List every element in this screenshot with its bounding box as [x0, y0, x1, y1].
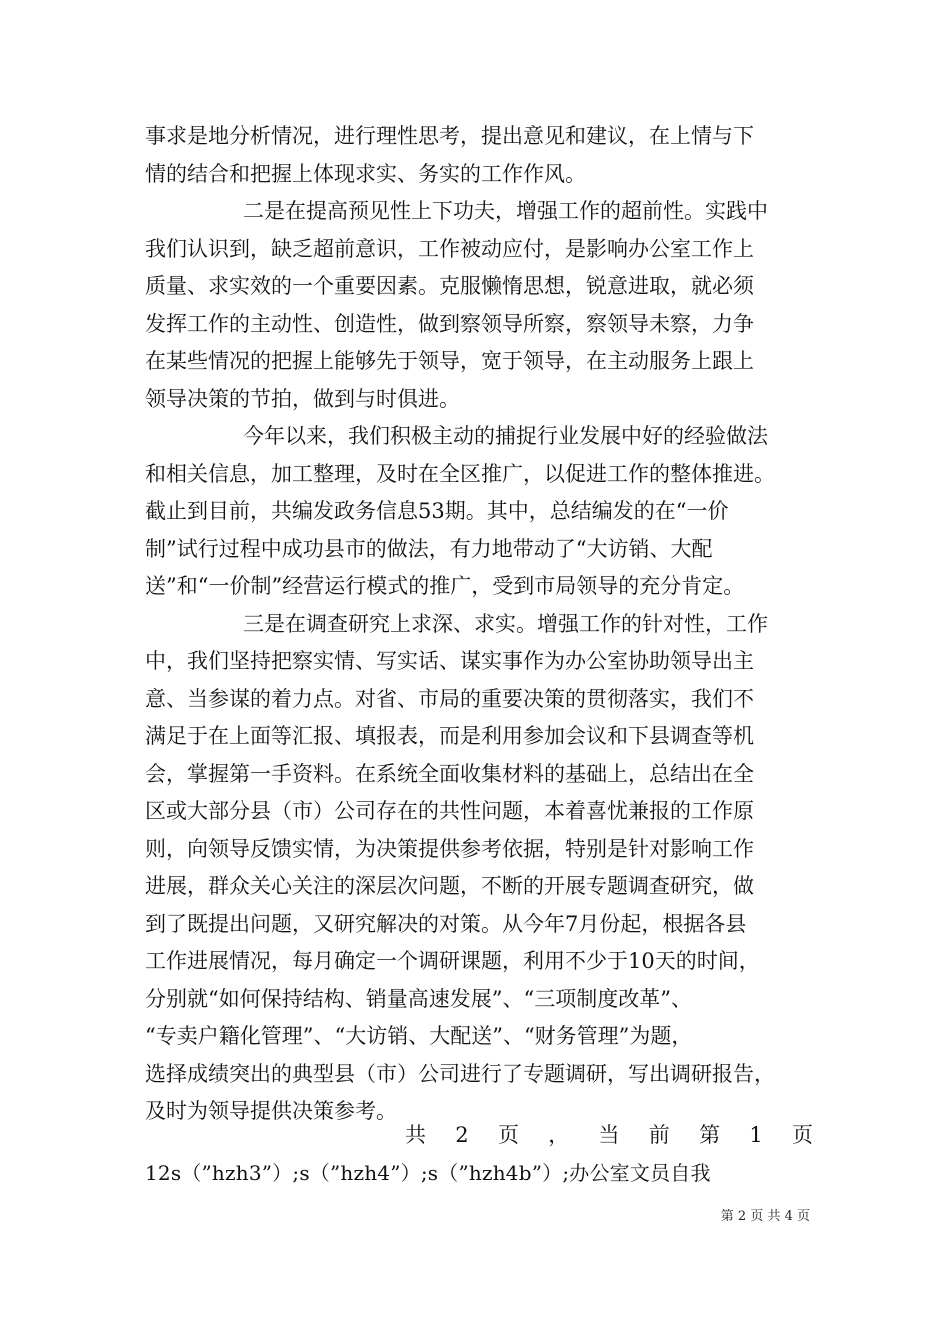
pagination-token: 1 — [749, 1123, 763, 1147]
text-line: 今年以来，我们积极主动的捕捉行业发展中好的经验做法 — [243, 424, 768, 448]
text-line: 工作进展情况，每月确定一个调研课题，利用不少于10天的时间， — [145, 949, 760, 973]
text-line: 送”和“一价制”经营运行模式的推广，受到市局领导的充分肯定。 — [145, 574, 745, 598]
pagination-token: 共 — [405, 1123, 426, 1147]
pagination-token: 2 — [455, 1123, 469, 1147]
text-line: 中，我们坚持把察实情、写实话、谋实事作为办公室协助领导出主 — [145, 649, 754, 673]
text-line: 制”试行过程中成功县市的做法，有力地带动了“大访销、大配 — [145, 536, 713, 561]
text-line: 意、当参谋的着力点。对省、市局的重要决策的贯彻落实，我们不 — [145, 686, 754, 711]
pagination-token: 页 — [792, 1123, 813, 1147]
text-line: 和相关信息，加工整理，及时在全区推广，以促进工作的整体推进。 — [145, 461, 775, 486]
text-line: 进展，群众关心关注的深层次问题，不断的开展专题调查研究，做 — [145, 874, 754, 898]
text-line: 则，向领导反馈实情，为决策提供参考依据，特别是针对影响工作 — [145, 836, 754, 861]
text-line: 质量、求实效的一个重要因素。克服懒惰思想，锐意进取，就必须 — [145, 274, 754, 298]
text-line: “专卖户籍化管理”、“大访销、大配送”、“财务管理”为题， — [145, 1024, 693, 1048]
pagination-token: 页 — [497, 1123, 519, 1147]
paragraph-4 — [145, 606, 813, 1131]
text-line: 事求是地分析情况，进行理性思考，提出意见和建议，在上情与下 — [145, 124, 754, 148]
pagination — [145, 1117, 813, 1192]
text-line: 及时为领导提供决策参考。 — [145, 1099, 397, 1123]
text-line: 在某些情况的把握上能够先于领导，宽于领导，在主动服务上跟上 — [145, 349, 754, 373]
text-line: 三是在调查研究上求深、求实。增强工作的针对性，工作 — [243, 611, 768, 636]
text-line: 发挥工作的主动性、创造性，做到察领导所察，察领导未察，力争 — [145, 311, 754, 336]
pagination-status — [145, 1117, 813, 1155]
text-line: 情的结合和把握上体现求实、务实的工作作风。 — [145, 161, 586, 186]
paragraph-1 — [145, 118, 813, 193]
text-line: 二是在提高预见性上下功夫，增强工作的超前性。实践中 — [243, 199, 768, 223]
text-line: 会，掌握第一手资料。在系统全面收集材料的基础上，总结出在全 — [145, 761, 754, 786]
pagination-token: ， — [548, 1123, 570, 1147]
pagination-token: 第 — [699, 1123, 721, 1147]
text-line: 领导决策的节拍，做到与时俱进。 — [145, 386, 460, 411]
text-line: 区或大部分县（市）公司存在的共性问题，本着喜忧兼报的工作原 — [145, 799, 754, 823]
text-line: 满足于在上面等汇报、填报表，而是利用参加会议和下县调查等机 — [145, 724, 754, 748]
paragraph-3 — [145, 418, 813, 606]
text-line: 我们认识到，缺乏超前意识，工作被动应付，是影响办公室工作上 — [145, 236, 754, 261]
body-text — [145, 118, 813, 1131]
text-line: 选择成绩突出的典型县（市）公司进行了专题调研，写出调研报告， — [145, 1061, 775, 1086]
pagination-reference-line: 12s（”hzh3”）;s（”hzh4”）;s（”hzh4b”）;办公室文员自我 — [145, 1160, 711, 1185]
paragraph-2 — [145, 193, 813, 418]
page-footer: 第 2 页 共 4 页 — [720, 1209, 810, 1224]
pagination-token: 前 — [648, 1123, 670, 1147]
pagination-token: 当 — [598, 1123, 620, 1147]
text-line: 到了既提出问题，又研究解决的对策。从今年7月份起，根据各县 — [145, 911, 747, 936]
text-line: 截止到目前，共编发政务信息53期。其中，总结编发的在“一价 — [145, 499, 729, 523]
text-line: 分别就“如何保持结构、销量高速发展”、“三项制度改革”、 — [145, 986, 692, 1011]
